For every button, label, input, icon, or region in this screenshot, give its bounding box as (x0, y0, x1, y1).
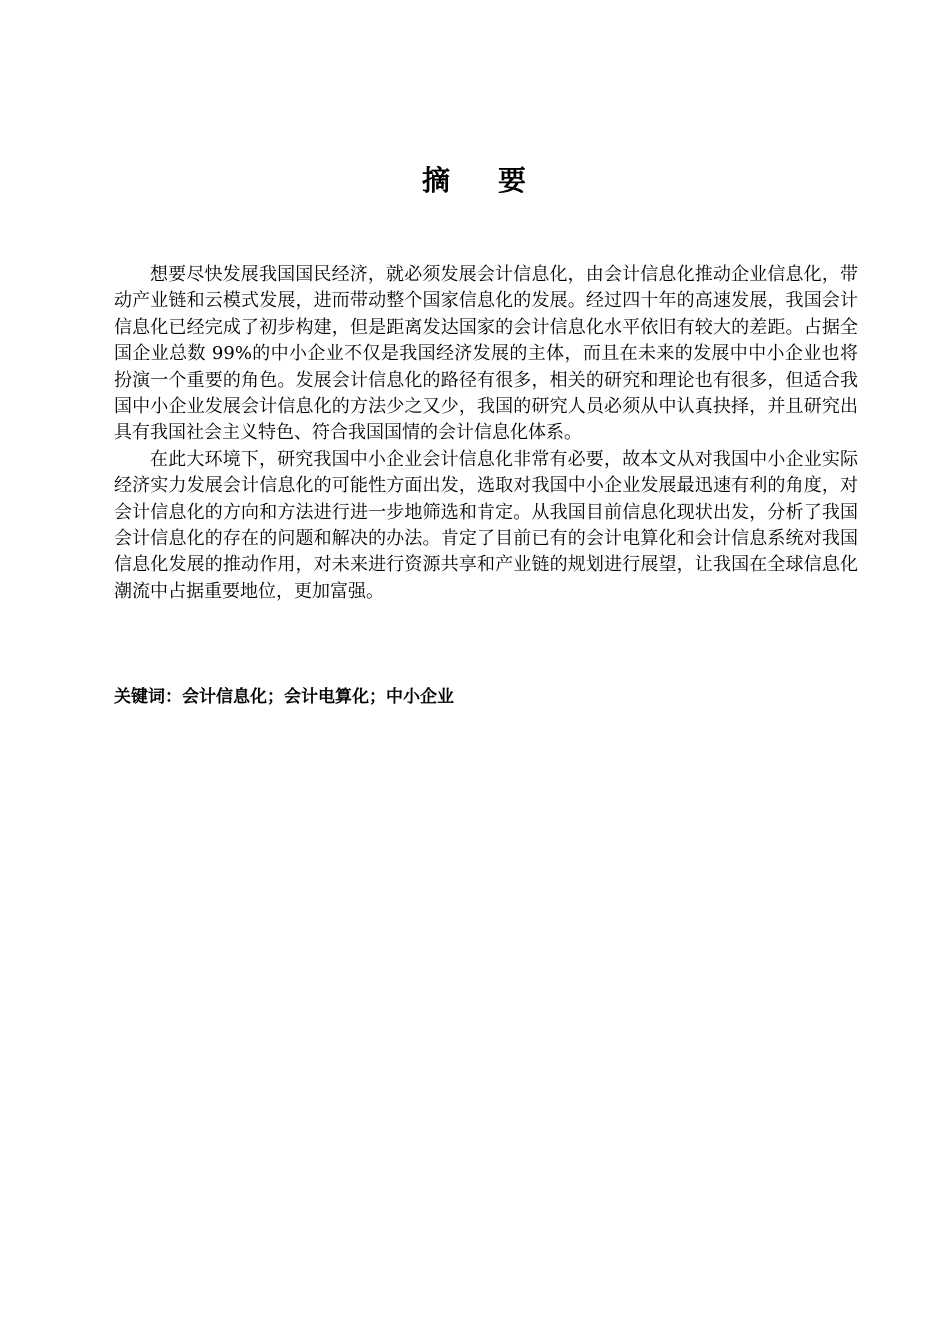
abstract-paragraph-2: 在此大环境下，研究我国中小企业会计信息化非常有必要，故本文从对我国中小企业实际经济实力发展会计信息化的可能性方面出发，选取对我国中小企业发展最迅速有利的角度，对会计信息化的方向和方法进行进一步地筛选和肯定。从我国目前信息化现状出发，分析了我国会计信息化的存在的问题和解决的办法。肯定了目前已有的会计电算化和会计信息系统对我国信息化发展的推动作用，对未来进行资源共享和产业链的规划进行展望，让我国在全球信息化潮流中占据重要地位，更加富强。 (114, 448, 858, 602)
abstract-paragraph-1: 想要尽快发展我国国民经济，就必须发展会计信息化，由会计信息化推动企业信息化，带动产业链和云模式发展，进而带动整个国家信息化的发展。经过四十年的高速发展，我国会计信息化已经完成了初步构建，但是距离发达国家的会计信息化水平依旧有较大的差距。占据全国企业总数 99%的中小企业不仅是我国经济发展的主体，而且在未来的发展中中小企业也将扮演一个重要的角色。发展会计信息化的路径有很多，相关的研究和理论也有很多，但适合我国中小企业发展会计信息化的方法少之又少，我国的研究人员必须从中认真抉择，并且研究出具有我国社会主义特色、符合我国国情的会计信息化体系。 (114, 264, 858, 444)
abstract-title-char-2: 要 (498, 164, 529, 197)
abstract-title (0, 161, 950, 201)
abstract-body (114, 262, 858, 605)
keywords-line: 关键词：会计信息化；会计电算化；中小企业 (114, 687, 454, 707)
abstract-title-char-1: 摘 (421, 164, 452, 197)
